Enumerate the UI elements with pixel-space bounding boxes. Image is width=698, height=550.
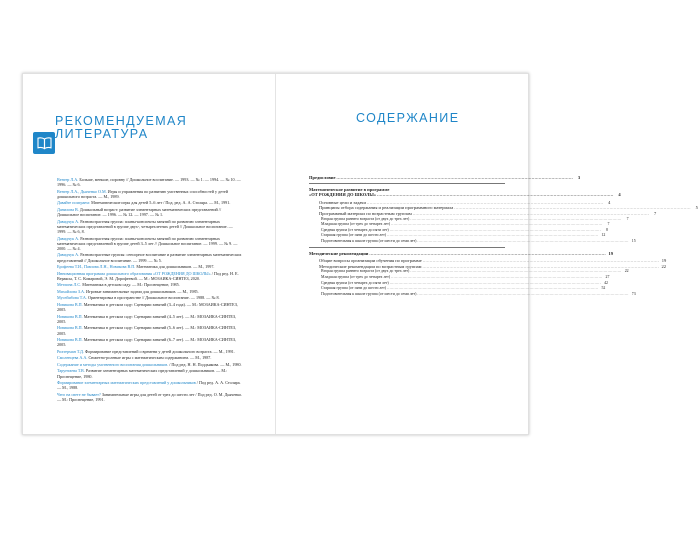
reference-text: Разновозрастные группы: сенсорное воспитание и развитие элементарных математических представлений // Дошкольное воспитание. — 1999. — № 5. [57,252,242,263]
toc-entry-page: 19 [608,250,613,256]
toc-entry-title: Вторая группа раннего возраста (от двух до трех лет) [321,216,410,221]
reference-item [57,289,243,294]
reference-author: Новикова В.П. [57,301,83,307]
reference-item [57,295,243,300]
reference-item [57,368,243,378]
toc-entry-title: Средняя группа (от четырех до пяти лет) [321,280,389,285]
toc-entry-title: Методические рекомендации [309,250,369,256]
reference-text: Сюжетно-ролевые игры с математическим содержанием. — М., 1987. [87,355,212,361]
reference-text: / Под ред. А. А. Столяра. — М., 1988. [57,380,241,391]
reference-text: Математика в детском саду: Сценарии занятий (5–6 лет). — М.: МОЗАИКА-СИНТЕЗ, 2005. [57,325,237,336]
reference-item [57,264,243,269]
reference-author: Формирование элементарных математических представлений у дошкольников [57,380,196,386]
toc-entry-title: Программный материал по возрастным группам [319,210,412,216]
toc-entry-page: 22 [624,269,629,274]
references-heading: РЕКОМЕНДУЕМАЯ ЛИТЕРАТУРА [55,114,188,141]
toc-entry-title: Младшая группа (от трех до четырех лет) [321,222,391,227]
toc-entry-page: 27 [605,274,610,279]
reference-item [57,207,243,217]
reference-author: Смоленцева А.А. [57,355,88,361]
reference-text: Больше, меньше, поровну // Дошкольное воспитание. — 1993. — № 1. — 1994. — № 10. — 1996. — № 6. [57,177,241,188]
table-of-contents [309,175,698,297]
reference-author: Мусейибова Т.А. [57,295,87,301]
reference-author: Новикова В.П. [57,325,83,331]
reference-item [57,271,243,281]
open-book-icon [33,132,55,154]
reference-author: Новикова В.П. [57,337,83,343]
reference-author: Давидчук А. [57,252,80,258]
toc-entry-page: 42 [604,280,608,285]
reference-item [57,314,243,324]
contents-heading: СОДЕРЖАНИЕ [356,111,460,125]
toc-entry-page: 7 [607,222,610,227]
reference-text: Игры и упражнения по развитию умственных способностей у детей дошкольного возраста. — М., 1989. [57,188,228,199]
reference-text: Игровые занимательные задачи для дошкольников. — М., 1985. [85,288,199,294]
reference-item [57,380,243,390]
toc-entry[interactable] [309,238,636,245]
reference-item [57,177,243,187]
reference-item [57,282,243,287]
reference-text: Разновозрастная группа: планы-конспекты занятий по развитию элементарных математических представлений в группе детей 3–5 лет // Дошкольное воспитание. — 1999. — № 9. — 2000. — № 4. [57,235,238,251]
toc-entry-page: 7 [654,210,657,216]
toc-entry-page: 5 [695,205,698,211]
reference-author: Рихтерман Т.Д. [57,348,84,354]
reference-text: Математика в детском саду. — М.: Просвещение, 1985. [81,282,180,288]
reference-author: Инновационная программа дошкольного образования «ОТ РОЖДЕНИЯ ДО ШКОЛЫ» [57,270,211,276]
reference-text: Математические игры для детей 5–6 лет / Под. ред. А. А. Столяра. — М., 1991. [90,200,231,206]
reference-author: Данилова В. [57,206,79,212]
toc-entry-title: Предисловие [309,175,336,180]
reference-author: Метлина Л.С. [57,282,82,288]
toc-entry-title: Вторая группа раннего возраста (от двух до трех лет) [321,269,410,274]
toc-entry-page: 73 [631,291,636,296]
reference-text: Занимательные игры для детей от трех до шести лет / Под ред. О. М. Дьяченко. — М.: Просвещение, 1991. [57,391,243,402]
toc-leader-dots [376,192,615,198]
toc-entry-page: 4 [618,192,621,198]
reference-text: Формирование представлений о времени у детей дошкольного возраста. — М., 1991. [83,348,235,354]
reference-item [57,252,243,262]
reference-author: Венгер Л.А. [57,177,79,182]
reference-text: / Под ред. Н. Н. Поддьякова. — М., 1980. [168,361,242,367]
toc-entry-title: Методические рекомендации по возрастным группам [319,263,422,269]
toc-entry-title: Математическое развитие в программе [309,186,390,192]
toc-entry-title: «ОТ РОЖДЕНИЯ ДО ШКОЛЫ» [309,192,377,198]
reference-text: Развитие элементарных математических представлений у дошкольников. — М.: Просвещение, 1980. [57,368,228,379]
book-spread [22,73,698,435]
right-page [276,74,698,434]
toc-entry-page: 3 [577,175,581,180]
toc-entry-title: Средняя группа (от четырех до пяти лет) [321,227,389,232]
reference-author: Чего на свете не бывает? [57,391,101,397]
reference-text: Математика для дошкольников. — М., 1997. [135,264,215,270]
toc-entry-title: Принципы отбора содержания и реализации программного материала [319,205,454,211]
toc-entry[interactable] [309,291,636,298]
toc-entry-page: 7 [626,216,629,221]
toc-entry-title: Старшая группа (от пяти до шести лет) [321,233,387,238]
reference-author: Давидчук А. [57,218,80,224]
reference-text: / Под ред. Н. Е. Вераксы, Т. С. Комаровой, Э. М. Дорофеевой. — М.: МОЗАИКА-СИНТЕЗ, 2020. [57,270,239,281]
reference-item [57,392,243,402]
reference-item [57,337,243,347]
toc-entry-title: Младшая группа (от трех до четырех лет) [321,274,391,279]
reference-author: Новикова В.П. [57,313,83,319]
reference-text: Математика в детском саду: Сценарии занятий (6–7 лет). — М.: МОЗАИКА-СИНТЕЗ, 2005. [57,337,237,348]
toc-entry-page: 4 [608,199,611,205]
reference-item [57,200,243,205]
toc-leader-dots [336,175,575,181]
reference-item [57,362,243,367]
references-list [57,177,243,404]
toc-entry-title: Общие вопросы организации обучения по программе [319,258,422,264]
reference-text: Разновозрастная группа: планы-конспекты занятий по развитию элементарных математических представлений в группе двух-, четырехлетних детей // Дошкольное воспитание. — 1999. — № 6, 8. [57,218,233,234]
reference-item [57,349,243,354]
reference-text: Математика в детском саду: Сценарии занятий (4–5 лет). — М.: МОЗАИКА-СИНТЕЗ, 2005. [57,313,237,324]
toc-entry[interactable] [309,192,621,198]
toc-entry-title: Подготовительная к школе группа (от шести до семи лет) [321,238,417,243]
toc-entry-page: 52 [601,286,606,291]
reference-author: Давидчук А. [57,235,80,241]
toc-entry-page: 19 [661,258,667,264]
reference-author: Ерофеева Т.И., Павлова Л.Н., Новикова В.П. [57,264,136,270]
toc-entry[interactable] [309,175,581,181]
reference-item [57,325,243,335]
toc-divider [309,247,505,248]
reference-text: Ориентировка в пространстве // Дошкольное воспитание. — 1988. — № 8. [86,295,220,301]
reference-item [57,236,243,251]
toc-entry-page: 22 [661,263,667,269]
toc-entry-title: Основные цели и задачи [319,199,366,205]
left-page [23,74,276,434]
toc-entry[interactable] [309,250,613,257]
toc-leader-dots [416,239,629,245]
reference-author: Михайлова З.А. [57,288,86,294]
reference-author: Тарунтаева Т.В. [57,368,85,374]
reference-text: Дошкольный возраст: развитие элементарных математических представлений // Дошкольное воспитание. — 1996. — № 12. — 1997. — № 1. [57,206,222,218]
toc-entry-page: 15 [631,238,636,243]
reference-item [57,355,243,360]
toc-leader-dots [368,251,607,257]
reference-item [57,219,243,234]
reference-item [57,302,243,312]
reference-author: Давайте поиграем: [57,200,91,206]
toc-entry-title: Старшая группа (от пяти до шести лет) [321,286,387,291]
reference-author: Содержание и методы умственного воспитания дошкольников. [57,361,169,367]
reference-author: Венгер Л.А., Дьяченко О.М. [57,188,107,194]
toc-entry-title: Подготовительная к школе группа (от шести до семи лет) [321,291,417,296]
toc-entry-page: 8 [606,227,608,232]
toc-divider [309,183,505,184]
toc-entry-page: 12 [601,233,606,238]
reference-item [57,189,243,199]
toc-leader-dots [416,292,629,298]
reference-text: Математика в детском саду: Сценарии занятий (3–4 года). — М.: МОЗАИКА-СИНТЕЗ, 2005. [57,301,238,313]
